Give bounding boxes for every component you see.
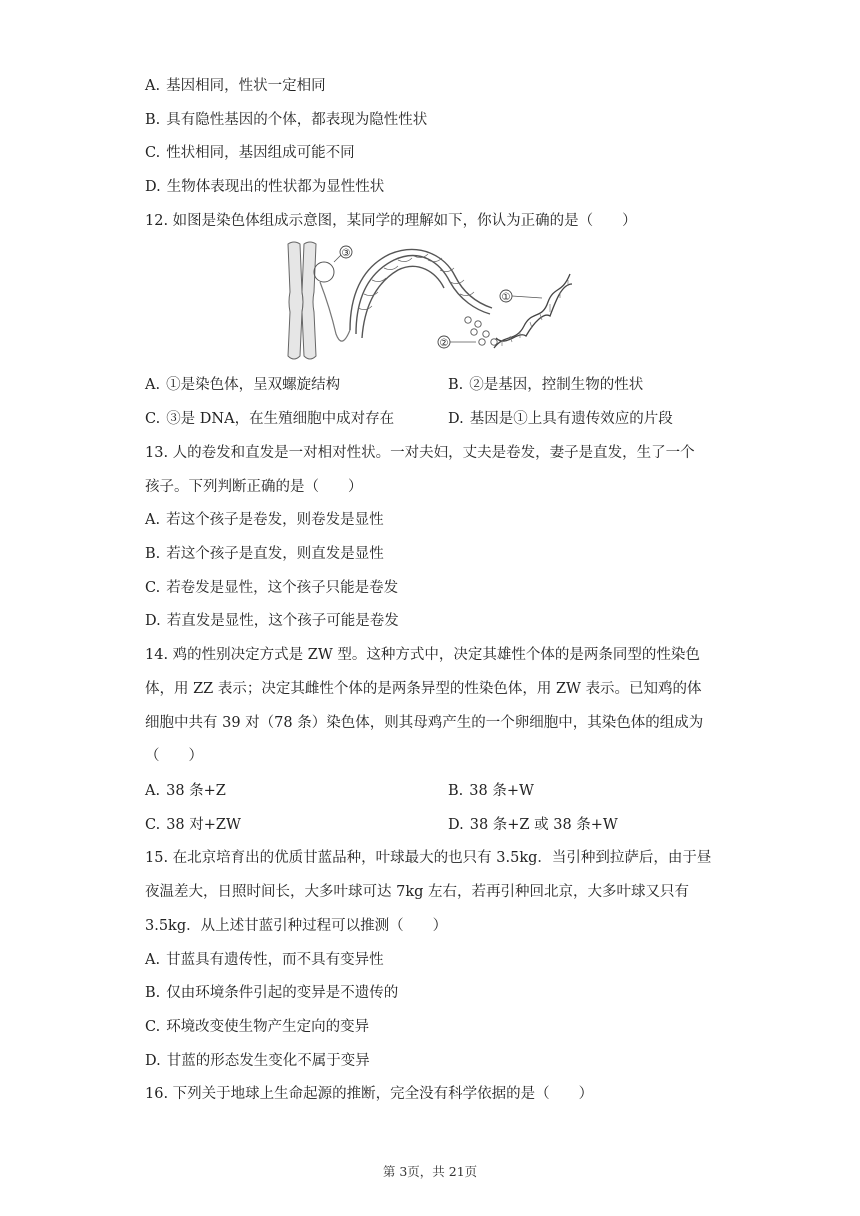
q14-stem-line-1: 14. 鸡的性别决定方式是 ZW 型。这种方式中，决定其雄性个体的是两条同型的性染色 [145, 647, 700, 663]
label-2: ② [439, 338, 449, 349]
q11-option-c: C. 性状相同，基因组成可能不同 [145, 145, 355, 161]
q14-stem-line-4: （ ） [145, 748, 203, 764]
q11-option-b: B. 具有隐性基因的个体，都表现为隐性性状 [145, 112, 428, 128]
q13-option-c: C. 若卷发是显性，这个孩子只能是卷发 [145, 580, 399, 596]
label-1: ① [501, 292, 511, 303]
highlight-circle [314, 262, 334, 282]
chromosome-shape [288, 242, 316, 359]
q12-option-a: A. ①是染色体，呈双螺旋结构 [145, 377, 341, 393]
q13-stem-line-2: 孩子。下列判断正确的是（ ） [145, 479, 363, 495]
q15-option-b: B. 仅由环境条件引起的变异是不遗传的 [145, 985, 399, 1001]
label-1-leader [512, 296, 542, 298]
q12-option-b: B. ②是基因，控制生物的性状 [448, 377, 644, 393]
q14-option-c: C. 38 对+ZW [145, 817, 241, 833]
q14-option-b: B. 38 条+W [448, 783, 534, 799]
dna-helix [494, 274, 572, 348]
q11-option-a: A. 基因相同，性状一定相同 [145, 78, 326, 94]
q11-option-d: D. 生物体表现出的性状都为显性性状 [145, 179, 385, 195]
q13-option-d: D. 若直发是显性，这个孩子可能是卷发 [145, 613, 399, 629]
q14-stem-line-3: 细胞中共有 39 对（78 条）染色体，则其母鸡产生的一个卵细胞中，其染色体的组成为 [145, 715, 704, 731]
q15-stem-line-3: 3.5kg．从上述甘蓝引种过程可以推测（ ） [145, 918, 448, 934]
q13-option-b: B. 若这个孩子是直发，则直发是显性 [145, 546, 384, 562]
chromatin-thread [320, 282, 350, 341]
q15-option-d: D. 甘蓝的形态发生变化不属于变异 [145, 1053, 370, 1069]
q14-option-d: D. 38 条+Z 或 38 条+W [448, 817, 618, 833]
q15-option-c: C. 环境改变使生物产生定向的变异 [145, 1019, 370, 1035]
q15-stem-line-2: 夜温差大，日照时间长，大多叶球可达 7kg 左右，若再引种回北京，大多叶球又只有 [145, 884, 690, 900]
nucleosome-beads [465, 317, 497, 345]
q13-option-a: A. 若这个孩子是卷发，则卷发是显性 [145, 512, 384, 528]
q12-option-c: C. ③是 DNA，在生殖细胞中成对存在 [145, 411, 395, 427]
coiled-fiber [350, 250, 492, 338]
q13-stem-line-1: 13. 人的卷发和直发是一对相对性状。一对夫妇，丈夫是卷发，妻子是直发，生了一个 [145, 445, 695, 461]
q16-stem: 16. 下列关于地球上生命起源的推断，完全没有科学依据的是（ ） [145, 1086, 594, 1102]
q12-option-d: D. 基因是①上具有遗传效应的片段 [448, 411, 673, 427]
label-3: ③ [341, 248, 351, 259]
q14-option-a: A. 38 条+Z [145, 783, 226, 799]
page-footer: 第 3页，共 21页 [382, 1164, 478, 1179]
q14-stem-line-2: 体，用 ZZ 表示；决定其雌性个体的是两条异型的性染色体，用 ZW 表示。已知鸡的体 [145, 681, 702, 697]
q12-stem: 12. 如图是染色体组成示意图，某同学的理解如下，你认为正确的是（ ） [145, 213, 637, 229]
q15-option-a: A. 甘蓝具有遗传性，而不具有变异性 [145, 952, 384, 968]
chromosome-figure [280, 238, 576, 364]
q15-stem-line-1: 15. 在北京培育出的优质甘蓝品种，叶球最大的也只有 3.5kg．当引种到拉萨后，由于昼 [145, 850, 712, 866]
